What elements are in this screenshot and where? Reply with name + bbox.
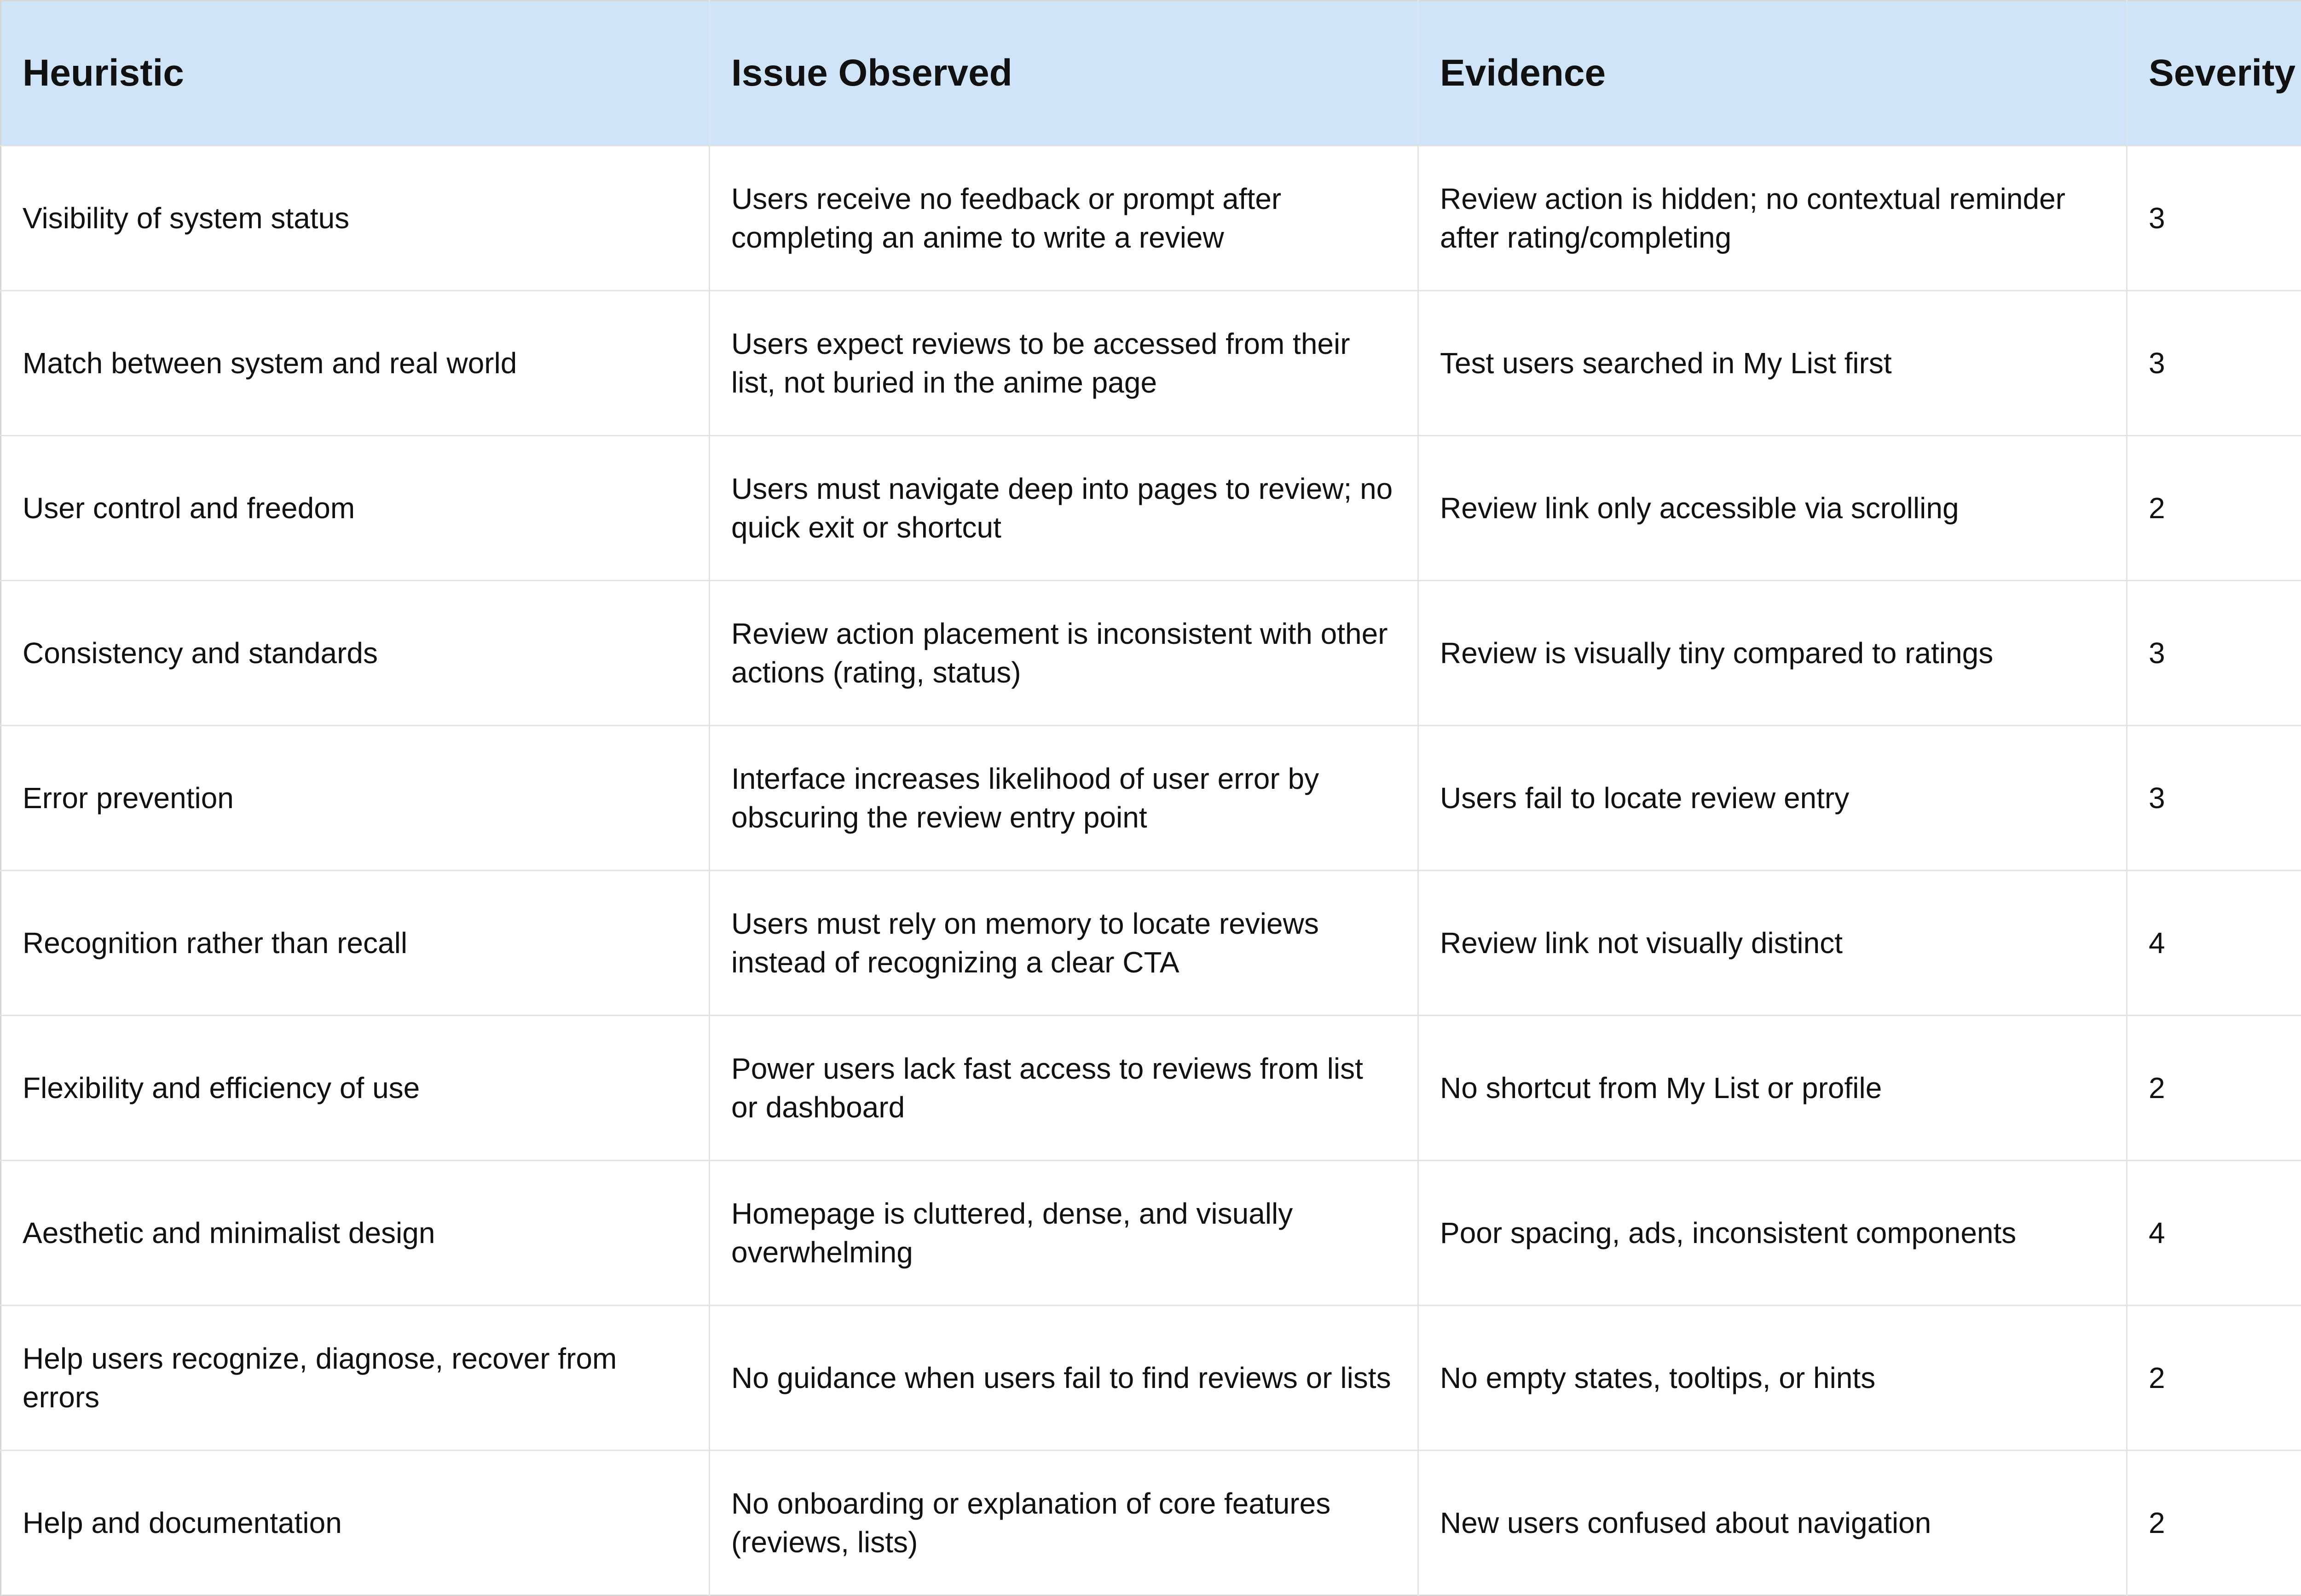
heuristic-cell: Recognition rather than recall — [1, 871, 710, 1016]
table-row — [1, 581, 2301, 726]
table-row — [1, 871, 2301, 1016]
heuristic-cell: Consistency and standards — [1, 581, 710, 726]
issue-cell: Interface increases likelihood of user error by obscuring the review entry point — [710, 726, 1418, 871]
issue-cell: Homepage is cluttered, dense, and visually overwhelming — [710, 1161, 1418, 1306]
table-row — [1, 1451, 2301, 1596]
evidence-cell: Review action is hidden; no contextual reminder after rating/completing — [1418, 146, 2127, 291]
issue-cell: Users expect reviews to be accessed from their list, not buried in the anime page — [710, 291, 1418, 436]
severity-cell: 3 — [2127, 581, 2301, 726]
header-issue-observed: Issue Observed — [710, 1, 1418, 146]
evidence-cell: Review is visually tiny compared to ratings — [1418, 581, 2127, 726]
heuristic-cell: User control and freedom — [1, 436, 710, 581]
heuristic-cell: Flexibility and efficiency of use — [1, 1016, 710, 1161]
heuristic-cell: Help and documentation — [1, 1451, 710, 1596]
heuristic-cell: Aesthetic and minimalist design — [1, 1161, 710, 1306]
evidence-cell: Test users searched in My List first — [1418, 291, 2127, 436]
evidence-cell: New users confused about navigation — [1418, 1451, 2127, 1596]
issue-cell: No onboarding or explanation of core features (reviews, lists) — [710, 1451, 1418, 1596]
issue-cell: No guidance when users fail to find reviews or lists — [710, 1306, 1418, 1451]
severity-cell: 3 — [2127, 726, 2301, 871]
evidence-cell: Review link only accessible via scrolling — [1418, 436, 2127, 581]
severity-cell: 4 — [2127, 1161, 2301, 1306]
evidence-cell: Poor spacing, ads, inconsistent components — [1418, 1161, 2127, 1306]
evidence-cell: No empty states, tooltips, or hints — [1418, 1306, 2127, 1451]
table-row — [1, 436, 2301, 581]
table-row — [1, 1161, 2301, 1306]
severity-cell: 2 — [2127, 436, 2301, 581]
table-body — [1, 146, 2301, 1596]
issue-cell: Users must rely on memory to locate reviews instead of recognizing a clear CTA — [710, 871, 1418, 1016]
evidence-cell: No shortcut from My List or profile — [1418, 1016, 2127, 1161]
severity-cell: 3 — [2127, 291, 2301, 436]
severity-cell: 2 — [2127, 1016, 2301, 1161]
heuristic-cell: Help users recognize, diagnose, recover from errors — [1, 1306, 710, 1451]
header-evidence: Evidence — [1418, 1, 2127, 146]
heuristic-cell: Match between system and real world — [1, 291, 710, 436]
table-row — [1, 146, 2301, 291]
issue-cell: Users receive no feedback or prompt after completing an anime to write a review — [710, 146, 1418, 291]
issue-cell: Review action placement is inconsistent with other actions (rating, status) — [710, 581, 1418, 726]
table-row — [1, 726, 2301, 871]
table-row — [1, 1306, 2301, 1451]
header-heuristic: Heuristic — [1, 1, 710, 146]
issue-cell: Power users lack fast access to reviews from list or dashboard — [710, 1016, 1418, 1161]
table-row — [1, 291, 2301, 436]
header-severity: Severity — [2127, 1, 2301, 146]
evidence-cell: Users fail to locate review entry — [1418, 726, 2127, 871]
severity-cell: 4 — [2127, 871, 2301, 1016]
heuristic-cell: Visibility of system status — [1, 146, 710, 291]
severity-cell: 2 — [2127, 1451, 2301, 1596]
severity-cell: 2 — [2127, 1306, 2301, 1451]
heuristic-cell: Error prevention — [1, 726, 710, 871]
issue-cell: Users must navigate deep into pages to review; no quick exit or shortcut — [710, 436, 1418, 581]
table-header — [1, 1, 2301, 146]
evidence-cell: Review link not visually distinct — [1418, 871, 2127, 1016]
severity-cell: 3 — [2127, 146, 2301, 291]
header-row — [1, 1, 2301, 146]
table-row — [1, 1016, 2301, 1161]
